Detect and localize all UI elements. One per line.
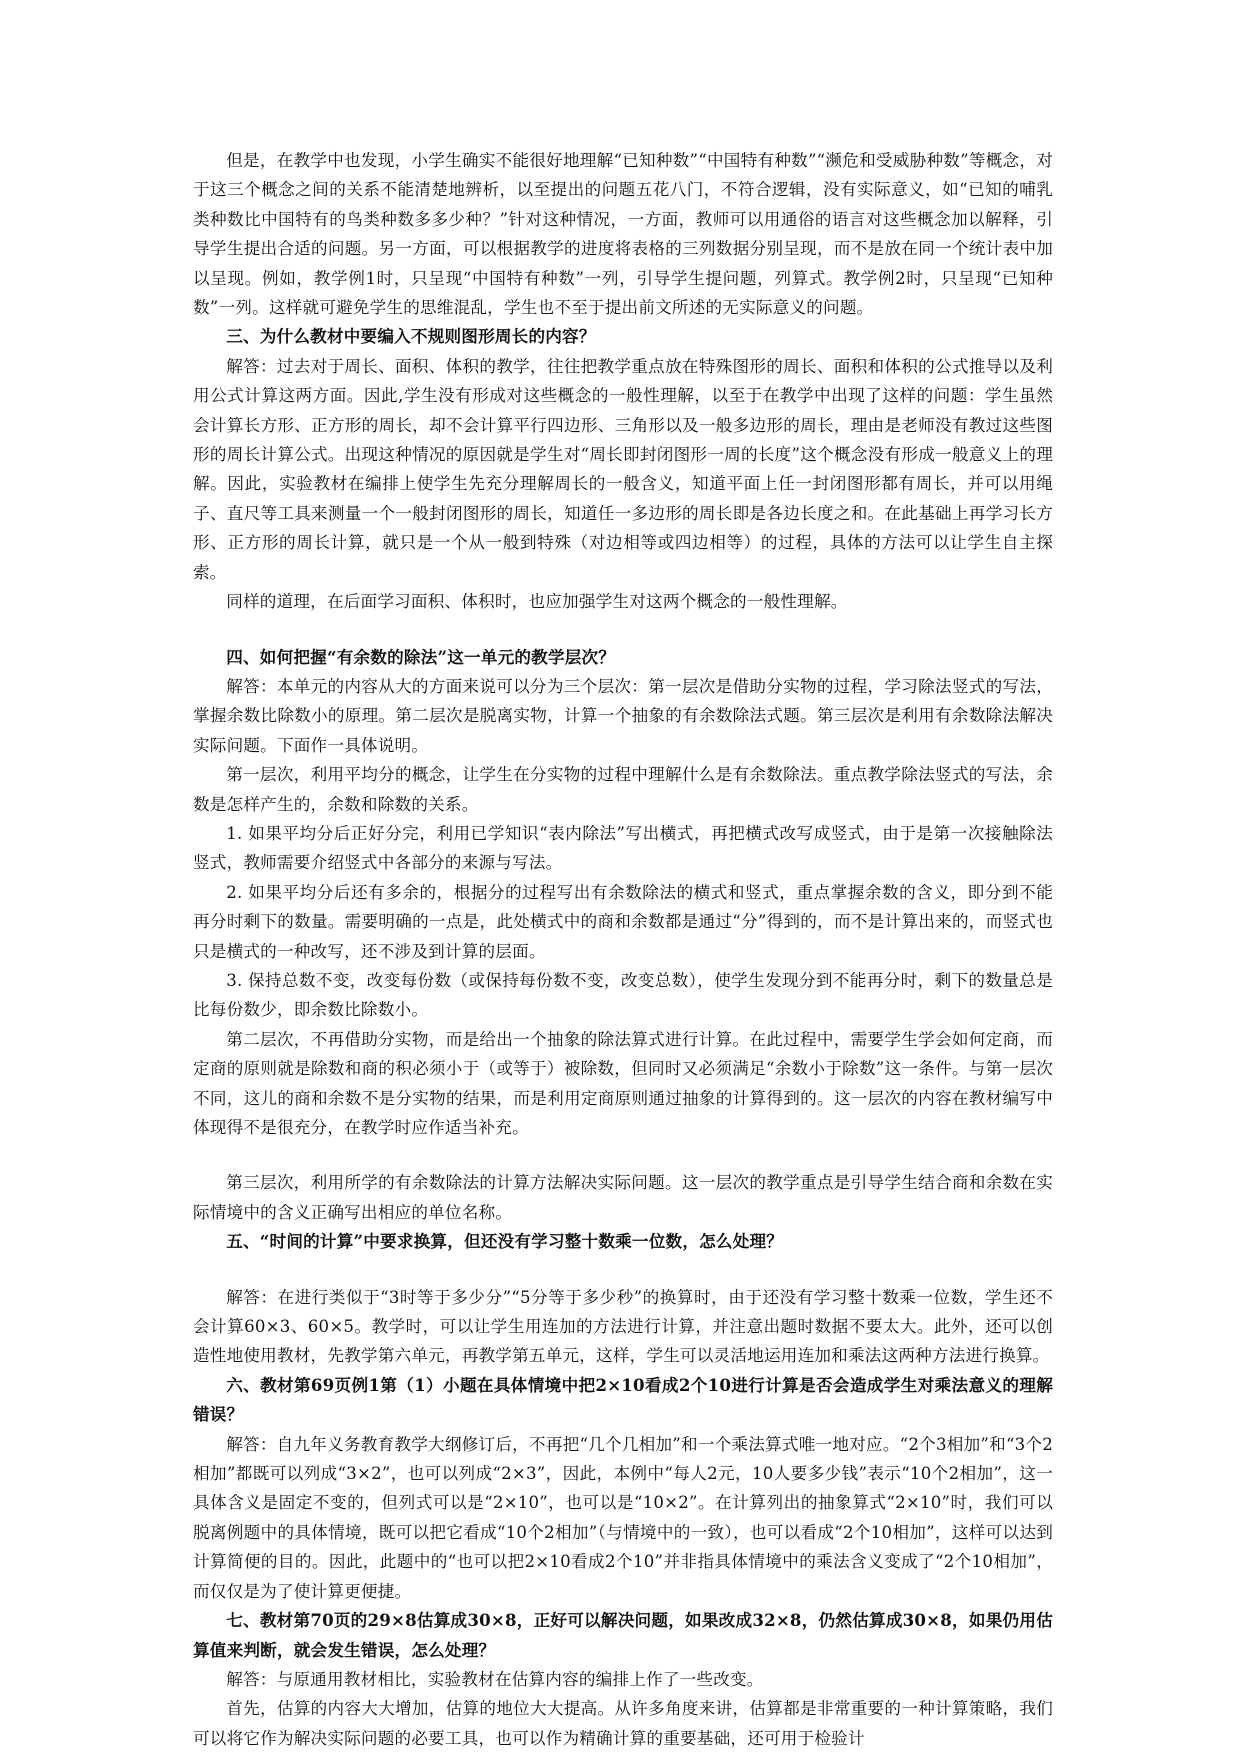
body-paragraph: 首先，估算的内容大大增加，估算的地位大大提高。从许多角度来讲，估算都是非常重要的一种计算策略，我们可以将它作为解决实际问题的必要工具，也可以作为精确计算的重要基础，还可用于检验计 bbox=[193, 1699, 1053, 1748]
document-body bbox=[193, 146, 1053, 1753]
body-paragraph: 2. 如果平均分后还有多余的，根据分的过程写出有余数除法的横式和竖式，重点掌握余数的含义，即分到不能再分时剩下的数量。需要明确的一点是，此处横式中的商和余数都是通过“分”得到的，而不是计算出来的，而竖式也只是横式的一种改写，还不涉及到计算的层面。 bbox=[193, 882, 1053, 961]
section-heading: 五、“时间的计算”中要求换算，但还没有学习整十数乘一位数，怎么处理？ bbox=[226, 1231, 784, 1252]
body-paragraph: 3. 保持总数不变，改变每份数（或保持每份数不变，改变总数），使学生发现分到不能再分时，剩下的数量总是比每份数少，即余数比除数小。 bbox=[193, 970, 1053, 1020]
section-heading: 四、如何把握“有余数的除法”这一单元的教学层次？ bbox=[226, 646, 616, 667]
paragraph-spacer bbox=[193, 617, 1053, 643]
body-paragraph: 第二层次，不再借助分实物，而是给出一个抽象的除法算式进行计算。在此过程中，需要学生学会如何定商，而定商的原则就是除数和商的积必须小于（或等于）被除数，但同时又必须满足“余数小于除数”这一条件。与第一层次不同，这儿的商和余数不是分实物的结果，而是利用定商原则通过抽象的计算得到的。这一层次的内容在教材编写中体现得不是很充分，在教学时应作适当补充。 bbox=[193, 1029, 1053, 1137]
body-paragraph: 解答：与原通用教材相比，实验教材在估算内容的编排上作了一些改变。 bbox=[226, 1669, 764, 1689]
body-paragraph: 解答：本单元的内容从大的方面来说可以分为三个层次：第一层次是借助分实物的过程，学习除法竖式的写法，掌握余数比除数小的原理。第二层次是脱离实物，计算一个抽象的有余数除法式题。第三层次是利用有余数除法解决实际问题。下面作一具体说明。 bbox=[193, 676, 1053, 755]
body-paragraph: 解答：过去对于周长、面积、体积的教学，往往把教学重点放在特殊图形的周长、面积和体积的公式推导以及利用公式计算这两方面。因此,学生没有形成对这些概念的一般性理解，以至于在教学中出现了这样的问题：学生虽然会计算长方形、正方形的周长，却不会计算平行四边形、三角形以及一般多边形的周长，理由是老师没有教过这些图形的周长计算公式。出现这种情况的原因就是学生对“周长即封闭图形一周的长度”这个概念没有形成一般意义上的理解。因此，实验教材在编排上使学生先充分理解周长的一般含义，知道平面上任一封闭图形都有周长，并可以用绳子、直尺等工具来测量一个一般封闭图形的周长，知道任一多边形的周长即是各边长度之和。在此基础上再学习长方形、正方形的周长计算，就只是一个从一般到特殊（对边相等或四边相等）的过程，具体的方法可以让学生自主探索。 bbox=[193, 356, 1053, 582]
body-paragraph: 同样的道理，在后面学习面积、体积时，也应加强学生对这两个概念的一般性理解。 bbox=[226, 592, 848, 612]
body-paragraph: 第一层次，利用平均分的概念，让学生在分实物的过程中理解什么是有余数除法。重点教学除法竖式的写法，余数是怎样产生的，余数和除数的关系。 bbox=[193, 765, 1053, 814]
body-paragraph: 第三层次，利用所学的有余数除法的计算方法解决实际问题。这一层次的教学重点是引导学生结合商和余数在实际情境中的含义正确写出相应的单位名称。 bbox=[193, 1173, 1053, 1222]
body-paragraph: 但是，在教学中也发现，小学生确实不能很好地理解“已知种数”“中国特有种数”“濒危和受威胁种数”等概念，对于这三个概念之间的关系不能清楚地辨析，以至提出的问题五花八门，不符合逻辑，没有实际意义，如“已知的哺乳类种数比中国特有的鸟类种数多多少种？”针对这种情况，一方面，教师可以用通俗的语言对这些概念加以解释，引导学生提出合适的问题。另一方面，可以根据教学的进度将表格的三列数据分别呈现，而不是放在同一个统计表中加以呈现。例如，教学例1时，只呈现“中国特有种数”一列，引导学生提问题，列算式。教学例2时，只呈现“已知种数”一列。这样就可避免学生的思维混乱，学生也不至于提出前文所述的无实际意义的问题。 bbox=[193, 151, 1053, 318]
section-heading: 七、教材第70页的29×8估算成30×8，正好可以解决问题，如果改成32×8，仍然估算成30×8，如果仍用估算值来判断，就会发生错误，怎么处理？ bbox=[193, 1610, 1053, 1660]
body-paragraph: 解答：自九年义务教育教学大纲修订后，不再把“几个几相加”和一个乘法算式唯一地对应。“2个3相加”和“3个2相加”都既可以列成“3×2”，也可以列成“2×3”，因此，本例中“每人2元，10人要多少钱”表示“10个2相加”，这一具体含义是固定不变的，但列式可以是“2×10”，也可以是“10×2”。在计算列出的抽象算式“2×10”时，我们可以脱离例题中的具体情境，既可以把它看成“10个2相加”（与情境中的一致），也可以看成“2个10相加”，这样可以达到计算简便的目的。因此，此题中的“也可以把2×10看成2个10”并非指具体情境中的乘法含义变成了“2个10相加”，而仅仅是为了使计算更便捷。 bbox=[193, 1434, 1053, 1601]
paragraph-spacer bbox=[193, 1257, 1053, 1283]
body-paragraph: 解答：在进行类似于“3时等于多少分”“5分等于多少秒”的换算时，由于还没有学习整十数乘一位数，学生还不会计算60×3、60×5。教学时，可以让学生用连加的方法进行计算，并注意出题时数据不要太大。此外，还可以创造性地使用教材，先教学第六单元，再教学第五单元，这样，学生可以灵活地运用连加和乘法这两种方法进行换算。 bbox=[193, 1287, 1053, 1366]
paragraph-spacer bbox=[193, 1142, 1053, 1168]
section-heading: 六、教材第69页例1第（1）小题在具体情境中把2×10看成2个10进行计算是否会造成学生对乘法意义的理解错误？ bbox=[193, 1374, 1053, 1425]
section-heading: 三、为什么教材中要编入不规则图形周长的内容？ bbox=[226, 326, 596, 347]
body-paragraph: 1. 如果平均分后正好分完，利用已学知识“表内除法”写出横式，再把横式改写成竖式，由于是第一次接触除法竖式，教师需要介绍竖式中各部分的来源与写法。 bbox=[193, 823, 1053, 873]
